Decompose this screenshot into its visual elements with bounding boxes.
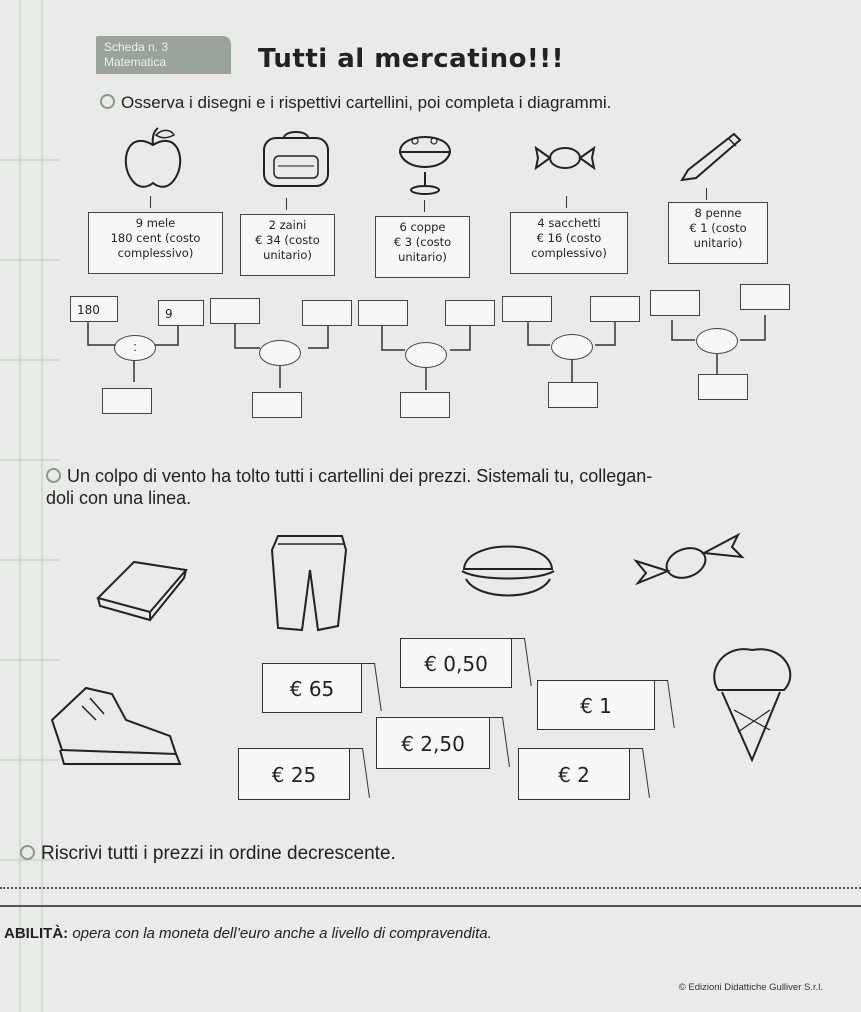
card-line: 180 cent (costo (110, 231, 201, 245)
diagram-1-left-box[interactable]: 180 (70, 296, 118, 322)
ability-text: opera con la moneta dell’euro anche a livello di compravendita. (68, 925, 492, 942)
diagram-1-right-box[interactable]: 9 (158, 300, 204, 326)
diagram-2-left-box[interactable] (210, 298, 260, 324)
instruction-2-line2: doli con una linea. (46, 488, 192, 508)
diagram-3-operator[interactable] (405, 342, 447, 368)
arrow-down (706, 188, 707, 200)
item-card-apples (88, 212, 223, 274)
diagram-5-operator[interactable] (696, 328, 738, 354)
item-card-pens (668, 202, 768, 264)
ice-cream-cone-icon (704, 640, 800, 765)
card-line: unitario) (263, 248, 312, 262)
diagram-3-result-box[interactable] (400, 392, 450, 418)
diagram-3-right-box[interactable] (445, 300, 495, 326)
diagram-4-right-box[interactable] (590, 296, 640, 322)
bullet-icon (46, 468, 61, 483)
diagram-4-left-box[interactable] (502, 296, 552, 322)
sneakers-icon (46, 680, 186, 770)
card-line: unitario) (693, 236, 743, 250)
instruction-3 (20, 843, 396, 865)
card-line: 4 sacchetti (537, 216, 601, 230)
worksheet-number: Scheda n. 3 (104, 40, 169, 54)
price-tag[interactable]: € 65 (262, 663, 362, 713)
item-card-backpacks (240, 214, 335, 276)
card-line: complessivo) (531, 246, 607, 260)
worksheet-tab (96, 36, 231, 74)
pen-icon (676, 126, 746, 186)
card-line: 6 coppe (399, 220, 446, 234)
page-title: Tutti al mercatino!!! (258, 44, 565, 74)
arrow-down (566, 196, 567, 208)
ice-cream-cup-icon (390, 127, 460, 197)
arrow-down (286, 198, 287, 210)
card-line: € 34 (costo (255, 233, 320, 247)
diagram-1-result-box[interactable] (102, 388, 152, 414)
eraser-icon (94, 548, 190, 624)
diagram-3-left-box[interactable] (358, 300, 408, 326)
diagram-2-result-box[interactable] (252, 392, 302, 418)
trousers-icon (258, 530, 358, 638)
arrow-down (424, 200, 425, 212)
subject-label: Matematica (104, 55, 167, 69)
ability-note (4, 925, 492, 942)
card-line: complessivo) (117, 246, 194, 260)
instruction-2 (46, 465, 652, 509)
backpack-icon (256, 128, 336, 190)
instruction-1 (100, 93, 611, 113)
diagram-4-result-box[interactable] (548, 382, 598, 408)
arrow-down (150, 196, 151, 208)
diagram-5-right-box[interactable] (740, 284, 790, 310)
price-tag[interactable]: € 0,50 (400, 638, 512, 688)
diagram-2-right-box[interactable] (302, 300, 352, 326)
instruction-1-text: Osserva i disegni e i rispettivi cartellini, poi completa i diagrammi. (121, 93, 612, 112)
instruction-3-text: Riscrivi tutti i prezzi in ordine decrescente. (41, 843, 396, 864)
candy-icon (532, 138, 598, 178)
price-tag[interactable]: € 2 (518, 748, 630, 800)
apple-icon (118, 125, 188, 195)
item-card-cups (375, 216, 470, 278)
bullet-icon (100, 94, 115, 109)
price-tag[interactable]: € 2,50 (376, 717, 490, 769)
candy-icon (628, 525, 748, 600)
sandwich-icon (458, 535, 558, 605)
card-line: € 16 (costo (536, 231, 602, 245)
item-card-candy-bags (510, 212, 628, 274)
answer-line[interactable] (0, 887, 861, 889)
card-line: 2 zaini (268, 218, 307, 232)
diagram-4-operator[interactable] (551, 334, 593, 360)
instruction-2-line1: Un colpo di vento ha tolto tutti i cartellini dei prezzi. Sistemali tu, collegan- (67, 466, 653, 486)
copyright: © Edizioni Didattiche Gulliver S.r.l. (678, 982, 823, 993)
card-line: unitario) (398, 250, 447, 264)
diagram-2-operator[interactable] (259, 340, 301, 366)
bullet-icon (20, 845, 35, 860)
price-tag[interactable]: € 1 (537, 680, 655, 730)
card-line: € 3 (costo (393, 235, 452, 249)
diagram-5-left-box[interactable] (650, 290, 700, 316)
diagram-5-result-box[interactable] (698, 374, 748, 400)
card-line: € 1 (costo (689, 221, 747, 235)
card-line: 9 mele (135, 216, 176, 230)
price-tag[interactable]: € 25 (238, 748, 350, 800)
ability-label: ABILITÀ: (4, 925, 69, 942)
diagram-1-operator[interactable]: : (114, 335, 156, 361)
divider (0, 905, 861, 907)
card-line: 8 penne (694, 206, 742, 220)
